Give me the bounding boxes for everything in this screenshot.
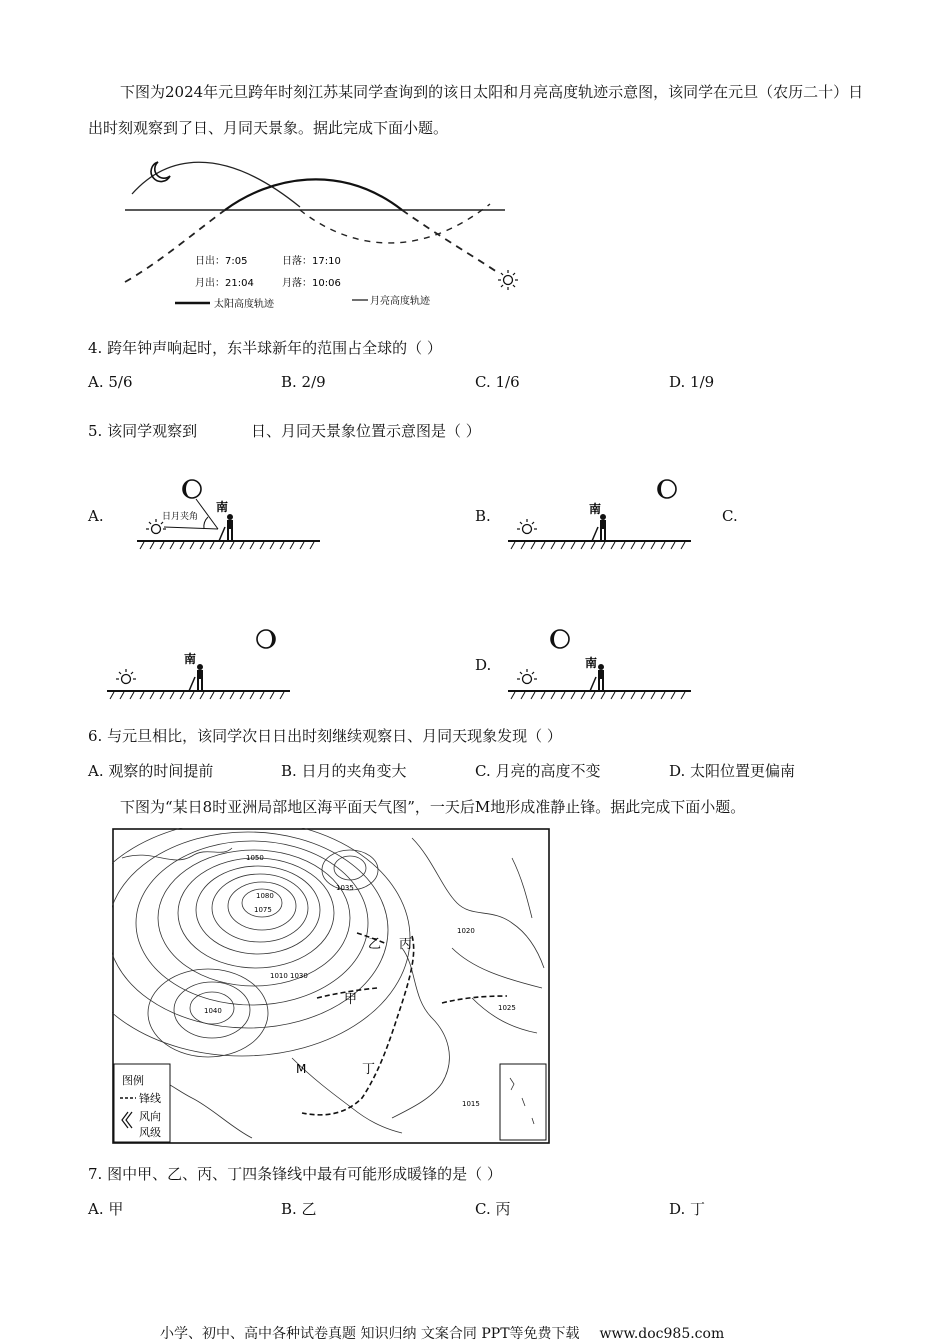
sunset-label: 日落：17:10 xyxy=(282,256,341,267)
moonset-label: 月落：10:06 xyxy=(282,278,341,289)
sun-trajectory-above xyxy=(225,179,402,210)
q5-diagram-d[interactable] xyxy=(505,625,695,700)
q6-option-c[interactable]: C. 月亮的高度不变 xyxy=(475,762,601,780)
q5-diagram-c[interactable] xyxy=(104,625,294,700)
sun-icon xyxy=(517,669,537,684)
q4-stem: 4. 跨年钟声响起时，东半球新年的范围占全球的（ ） xyxy=(88,339,442,357)
front-label-bing: 丙 xyxy=(399,937,413,952)
q4-option-a[interactable]: A. 5/6 xyxy=(88,373,133,391)
angle-label: 日月夹角 xyxy=(162,512,199,522)
q5-option-a-label[interactable]: A. xyxy=(88,507,104,525)
isobar-label: 1030 xyxy=(290,972,308,980)
footer-text: 小学、初中、高中各种试卷真题 知识归纳 文案合同 PPT等免费下载 xyxy=(160,1326,580,1342)
q7-option-d[interactable]: D. 丁 xyxy=(669,1200,706,1218)
inset-map xyxy=(500,1064,546,1140)
front-label-ding: 丁 xyxy=(362,1062,376,1077)
q6-option-d[interactable]: D. 太阳位置更偏南 xyxy=(669,762,796,780)
q6-option-a[interactable]: A. 观察的时间提前 xyxy=(88,762,214,780)
sun-icon xyxy=(517,519,537,534)
front-label-yi: 乙 xyxy=(368,937,382,952)
q5-option-c-label[interactable]: C. xyxy=(722,507,738,525)
footer-url[interactable]: www.doc985.com xyxy=(599,1326,725,1342)
legend-title: 图例 xyxy=(122,1074,144,1087)
person-icon xyxy=(219,514,233,541)
moonrise-label: 月出：21:04 xyxy=(195,278,254,289)
sunrise-label: 日出：7:05 xyxy=(195,256,248,267)
person-icon xyxy=(189,664,203,691)
sun-icon xyxy=(498,270,518,290)
person-icon xyxy=(592,514,606,541)
legend-sun-label: 太阳高度轨迹 xyxy=(214,299,274,310)
moon-icon xyxy=(257,630,275,648)
intro-paragraph-1: 下图为2024年元旦跨年时刻江苏某同学查询到的该日太阳和月亮高度轨迹示意图，该同学在元旦（农历二十）日出时刻观察到了日、月同天景象。据此完成下面小题。 xyxy=(88,83,864,137)
q7-option-a[interactable]: A. 甲 xyxy=(88,1200,124,1218)
q4-option-d[interactable]: D. 1/9 xyxy=(669,373,715,391)
q5-option-d-label[interactable]: D. xyxy=(475,656,492,674)
south-label: 南 xyxy=(216,500,229,514)
q5-stem-part2: 日、月同天景象位置示意图是（ ） xyxy=(251,422,481,440)
sun-icon xyxy=(116,669,136,684)
south-label: 南 xyxy=(589,502,602,516)
isobar-label: 1075 xyxy=(254,906,272,914)
q7-option-c[interactable]: C. 丙 xyxy=(475,1200,511,1218)
q4-option-b[interactable]: B. 2/9 xyxy=(281,373,326,391)
q5-diagram-b[interactable] xyxy=(505,475,695,550)
q6-option-b[interactable]: B. 日月的夹角变大 xyxy=(281,762,407,780)
q7-option-b[interactable]: B. 乙 xyxy=(281,1200,317,1218)
legend-wind-label-2: 风级 xyxy=(139,1126,161,1139)
sun-trajectory-below-left xyxy=(125,210,225,282)
moon-icon xyxy=(658,480,676,498)
sun-moon-trajectory-figure xyxy=(110,152,520,312)
page-footer xyxy=(160,1323,724,1343)
south-label: 南 xyxy=(585,656,598,670)
q5-diagram-a[interactable] xyxy=(134,475,324,550)
moon-icon xyxy=(183,480,201,498)
isobar-label: 1080 xyxy=(256,892,274,900)
q5-stem-part1: 5. 该同学观察到 xyxy=(88,422,198,440)
legend-wind-label-1: 风向 xyxy=(139,1110,161,1123)
q5-option-b-label[interactable]: B. xyxy=(475,507,491,525)
isobar-label: 1050 xyxy=(246,854,264,862)
moon-icon xyxy=(551,630,569,648)
q6-stem: 6. 与元旦相比，该同学次日日出时刻继续观察日、月同天现象发现（ ） xyxy=(88,727,562,745)
isobar-label: 1010 xyxy=(270,972,288,980)
legend-front-label: 锋线 xyxy=(139,1092,161,1105)
south-label: 南 xyxy=(184,652,197,666)
isobar-label: 1015 xyxy=(462,1100,480,1108)
q7-stem: 7. 图中甲、乙、丙、丁四条锋线中最有可能形成暖锋的是（ ） xyxy=(88,1165,502,1183)
intro-paragraph-2: 下图为“某日8时亚洲局部地区海平面天气图”，一天后M地形成准静止锋。据此完成下面小题。 xyxy=(120,798,746,816)
isobar-label: 1040 xyxy=(204,1007,222,1015)
q4-option-c[interactable]: C. 1/6 xyxy=(475,373,520,391)
isobar-label: 1020 xyxy=(457,927,475,935)
front-label-jia: 甲 xyxy=(344,992,358,1007)
point-m-label: M xyxy=(296,1062,307,1076)
isobar-label: 1025 xyxy=(498,1004,516,1012)
isobar-label: 1035 xyxy=(336,884,354,892)
sun-trajectory-below-right xyxy=(402,210,500,274)
legend-moon-label: 月亮高度轨迹 xyxy=(370,296,430,307)
weather-map xyxy=(112,828,550,1144)
